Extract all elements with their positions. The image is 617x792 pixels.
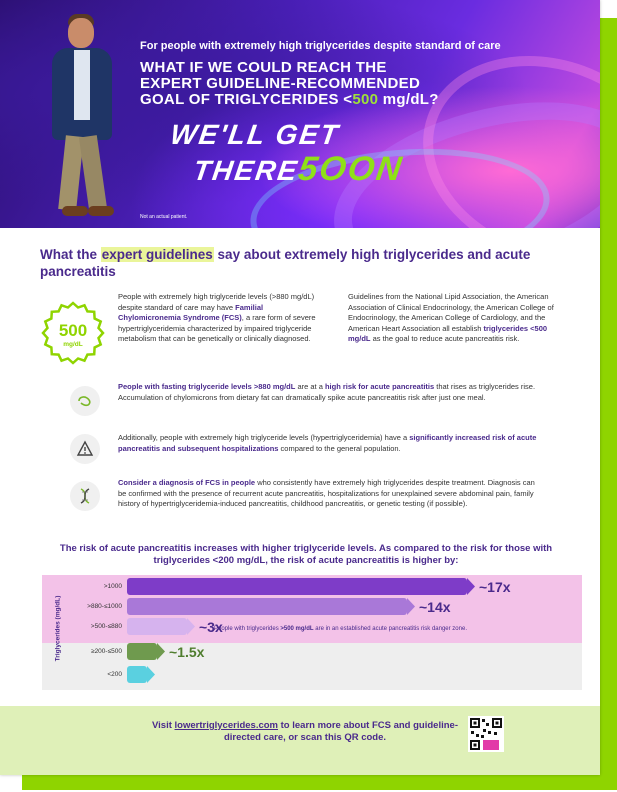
chart-bar-arrow <box>187 618 195 635</box>
chart-bar <box>127 643 157 660</box>
svg-text:mg/dL: mg/dL <box>63 341 83 348</box>
chart-bars <box>42 575 582 690</box>
chart-bar <box>127 598 407 615</box>
chart-category-label: >1000 <box>103 583 122 590</box>
svg-text:500: 500 <box>58 321 88 340</box>
chart-category-label: ≥200-≤500 <box>91 648 122 655</box>
chart-data-label: ~17x <box>479 579 511 595</box>
qr-code-icon[interactable] <box>468 716 504 752</box>
chart-bar-arrow <box>157 643 165 660</box>
chart-data-label: ~1.5x <box>169 644 205 660</box>
not-actual-patient-note: Not an actual patient. <box>140 214 188 220</box>
hero-subtitle: For people with extremely high triglycerides despite standard of care <box>140 40 501 52</box>
fcs-paragraph: People with extremely high triglyceride levels (>880 mg/dL) despite standard of care may have Familial Chylomicronemia Syndrome (FCS), a rare form of severe hypertriglyceridemia characterized by impaired triglyceride metabolism that can be genetically or clinically diagnosed. <box>118 292 316 343</box>
danger-zone-note: People with triglycerides >500 mg/dL are in an established acute pancreatitis risk danger zone. <box>214 626 467 632</box>
hero-banner <box>0 0 600 228</box>
chart-data-label: ~3x <box>199 619 223 635</box>
chart-data-label: ~14x <box>419 599 451 615</box>
chart-category-label: <200 <box>107 671 122 678</box>
500-mgdl-badge-icon <box>40 300 106 366</box>
bullet-high-risk: People with fasting triglyceride levels >880 mg/dL are at a high risk for acute pancreatitis that rises as triglycerides rise. Accumulation of chylomicrons from dietary fat can dramatically spike acute pancreatitis risk after just one meal. <box>118 382 536 402</box>
chart-bar-arrow <box>147 666 155 683</box>
chart-bar <box>127 666 147 683</box>
website-link[interactable]: lowertriglycerides.com <box>174 720 278 731</box>
footer-banner <box>0 706 600 775</box>
bullet-increased-risk: Additionally, people with extremely high triglyceride levels (hypertriglyceridemia) have a significantly increased risk of acute pancreatitis and subsequent hospitalizations compared to the general population. <box>118 433 537 453</box>
footer-text: Visit lowertriglycerides.com to learn more about FCS and guideline-directed care, or scan this QR code. <box>151 720 458 743</box>
warning-icon <box>70 434 100 464</box>
chart-category-label: >880-≤1000 <box>87 603 122 610</box>
hero-question: WHAT IF WE COULD REACH THE EXPERT GUIDELINE-RECOMMENDED GOAL OF TRIGLYCERIDES <500 mg/dL? <box>140 59 439 108</box>
walking-man-image <box>38 8 128 223</box>
chart-bar <box>127 618 187 635</box>
chart-title: The risk of acute pancreatitis increases with higher triglyceride levels. As compared to the risk for those with triglycerides <200 mg/dL, the risk of acute pancreatitis is higher by: <box>59 543 553 566</box>
bullet-consider-fcs: Consider a diagnosis of FCS in people who consistently have extremely high triglycerides despite treatment. Diagnosis can be confirmed with the presence of recurrent acute pancreatitis, hospitalizations for unexplained severe abdominal pain, family history of hypertriglyceridemia-induced pancreatitis, childhood pancreatitis, or genetic testing (if possible). <box>118 478 535 508</box>
chart-y-axis-label: Triglycerides (mg/dL) <box>54 595 62 662</box>
risk-bar-chart <box>42 575 582 690</box>
section-heading: What the expert guidelines say about extremely high triglycerides and acute pancreatitis <box>40 247 531 279</box>
chart-category-label: >500-≤880 <box>90 623 122 630</box>
guidelines-paragraph: Guidelines from the National Lipid Association, the American Association of Clinical Endocrinology, the American College of Endocrinology, the American College of Cardiology, and the American Heart Association all establish triglycerides <500 mg/dL as the goal to reduce acute pancreatitis risk. <box>348 292 554 343</box>
chart-bar <box>127 578 467 595</box>
pancreas-icon <box>70 386 100 416</box>
hero-tagline: WE'LL GET THERE5OON <box>168 119 406 188</box>
dna-icon <box>70 481 100 511</box>
chart-bar-arrow <box>467 578 475 595</box>
chart-bar-arrow <box>407 598 415 615</box>
